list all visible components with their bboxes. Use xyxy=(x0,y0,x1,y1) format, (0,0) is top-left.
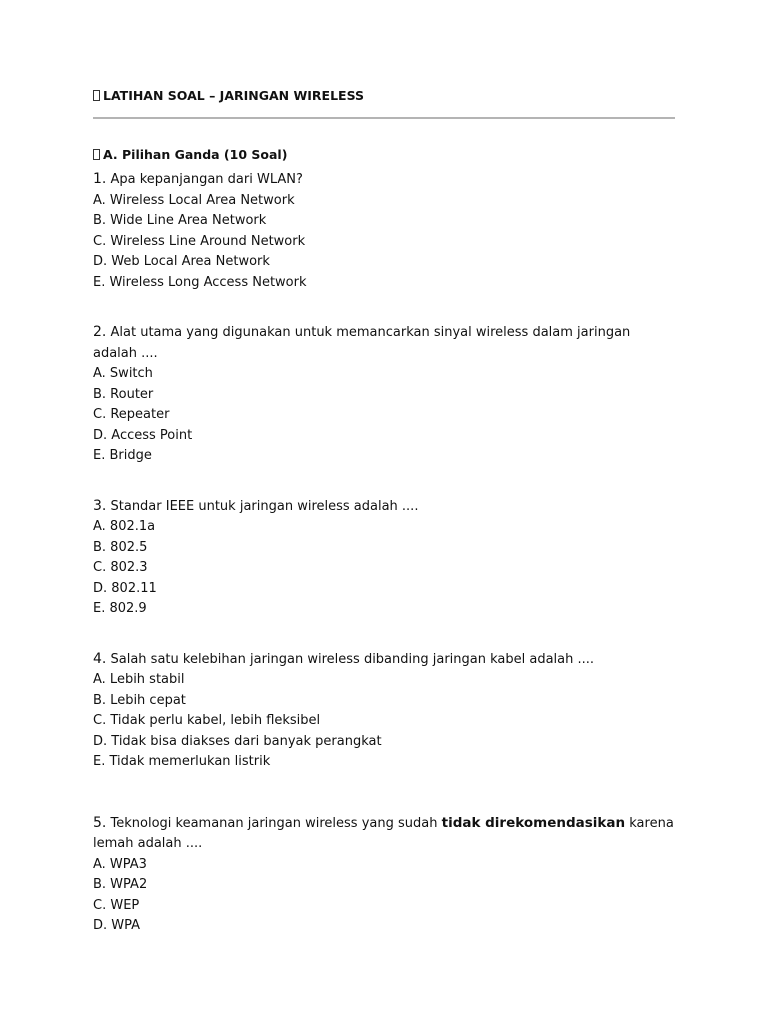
answer-option: D. Web Local Area Network xyxy=(93,254,270,269)
answer-option: D. 802.11 xyxy=(93,580,157,596)
answer-option: A. Switch xyxy=(93,366,153,381)
answer-option: E. Tidak memerlukan listrik xyxy=(93,754,271,769)
document-title-text: LATIHAN SOAL – JARINGAN WIRELESS xyxy=(103,88,365,103)
question-stem xyxy=(93,813,675,855)
answer-option: C. 802.3 xyxy=(93,560,148,575)
question-number: 1. xyxy=(93,171,107,187)
answer-option: A. Wireless Local Area Network xyxy=(93,192,295,208)
answer-option: A. WPA3 xyxy=(93,856,147,872)
question-text-end: karena lemah adalah .... xyxy=(93,815,674,851)
answer-option: B. 802.5 xyxy=(93,539,148,555)
horizontal-divider xyxy=(93,117,675,119)
question-stem xyxy=(93,169,675,191)
answer-option: D. WPA xyxy=(93,918,141,933)
answer-option: E. Bridge xyxy=(93,448,152,463)
answer-option: B. Wide Line Area Network xyxy=(93,213,267,228)
question-emphasis: tidak direkomendasikan xyxy=(441,814,626,831)
answer-option: C. Tidak perlu kabel, lebih fleksibel xyxy=(93,713,321,728)
question-4 xyxy=(93,649,675,773)
question-1 xyxy=(93,169,675,293)
question-number: 2. xyxy=(93,324,107,340)
answer-option: B. Lebih cepat xyxy=(93,692,186,708)
answer-option: A. Lebih stabil xyxy=(93,672,185,687)
question-number: 3. xyxy=(93,497,107,514)
section-title xyxy=(93,146,675,164)
question-text: Apa kepanjangan dari WLAN? xyxy=(110,172,303,187)
section-title-text: A. Pilihan Ganda (10 Soal) xyxy=(103,147,288,162)
document-title xyxy=(93,87,675,105)
question-stem xyxy=(93,649,675,671)
question-stem xyxy=(93,322,675,364)
question-text: Standar IEEE untuk jaringan wireless adalah .... xyxy=(110,498,419,514)
question-text: Alat utama yang digunakan untuk memancarkan sinyal wireless dalam jaringan adalah .... xyxy=(93,325,631,361)
answer-option: E. Wireless Long Access Network xyxy=(93,274,307,290)
answer-option: A. 802.1a xyxy=(93,519,156,534)
answer-option: D. Access Point xyxy=(93,427,193,443)
answer-option: D. Tidak bisa diakses dari banyak perangkat xyxy=(93,733,382,749)
question-2 xyxy=(93,322,675,467)
question-text: Salah satu kelebihan jaringan wireless dibanding jaringan kabel adalah .... xyxy=(110,651,595,667)
missing-glyph-icon xyxy=(93,90,100,101)
answer-option: C. WEP xyxy=(93,897,140,913)
question-stem xyxy=(93,496,675,518)
missing-glyph-icon xyxy=(93,149,100,160)
answer-option: C. Repeater xyxy=(93,407,170,422)
answer-option: B. Router xyxy=(93,386,154,402)
question-5 xyxy=(93,813,675,937)
answer-option: B. WPA2 xyxy=(93,877,148,892)
question-text-start: Teknologi keamanan jaringan wireless yang sudah xyxy=(110,815,438,831)
question-number: 4. xyxy=(93,650,107,667)
question-number: 5. xyxy=(93,814,107,831)
answer-option: E. 802.9 xyxy=(93,601,147,616)
question-3 xyxy=(93,496,675,620)
answer-option: C. Wireless Line Around Network xyxy=(93,233,306,249)
